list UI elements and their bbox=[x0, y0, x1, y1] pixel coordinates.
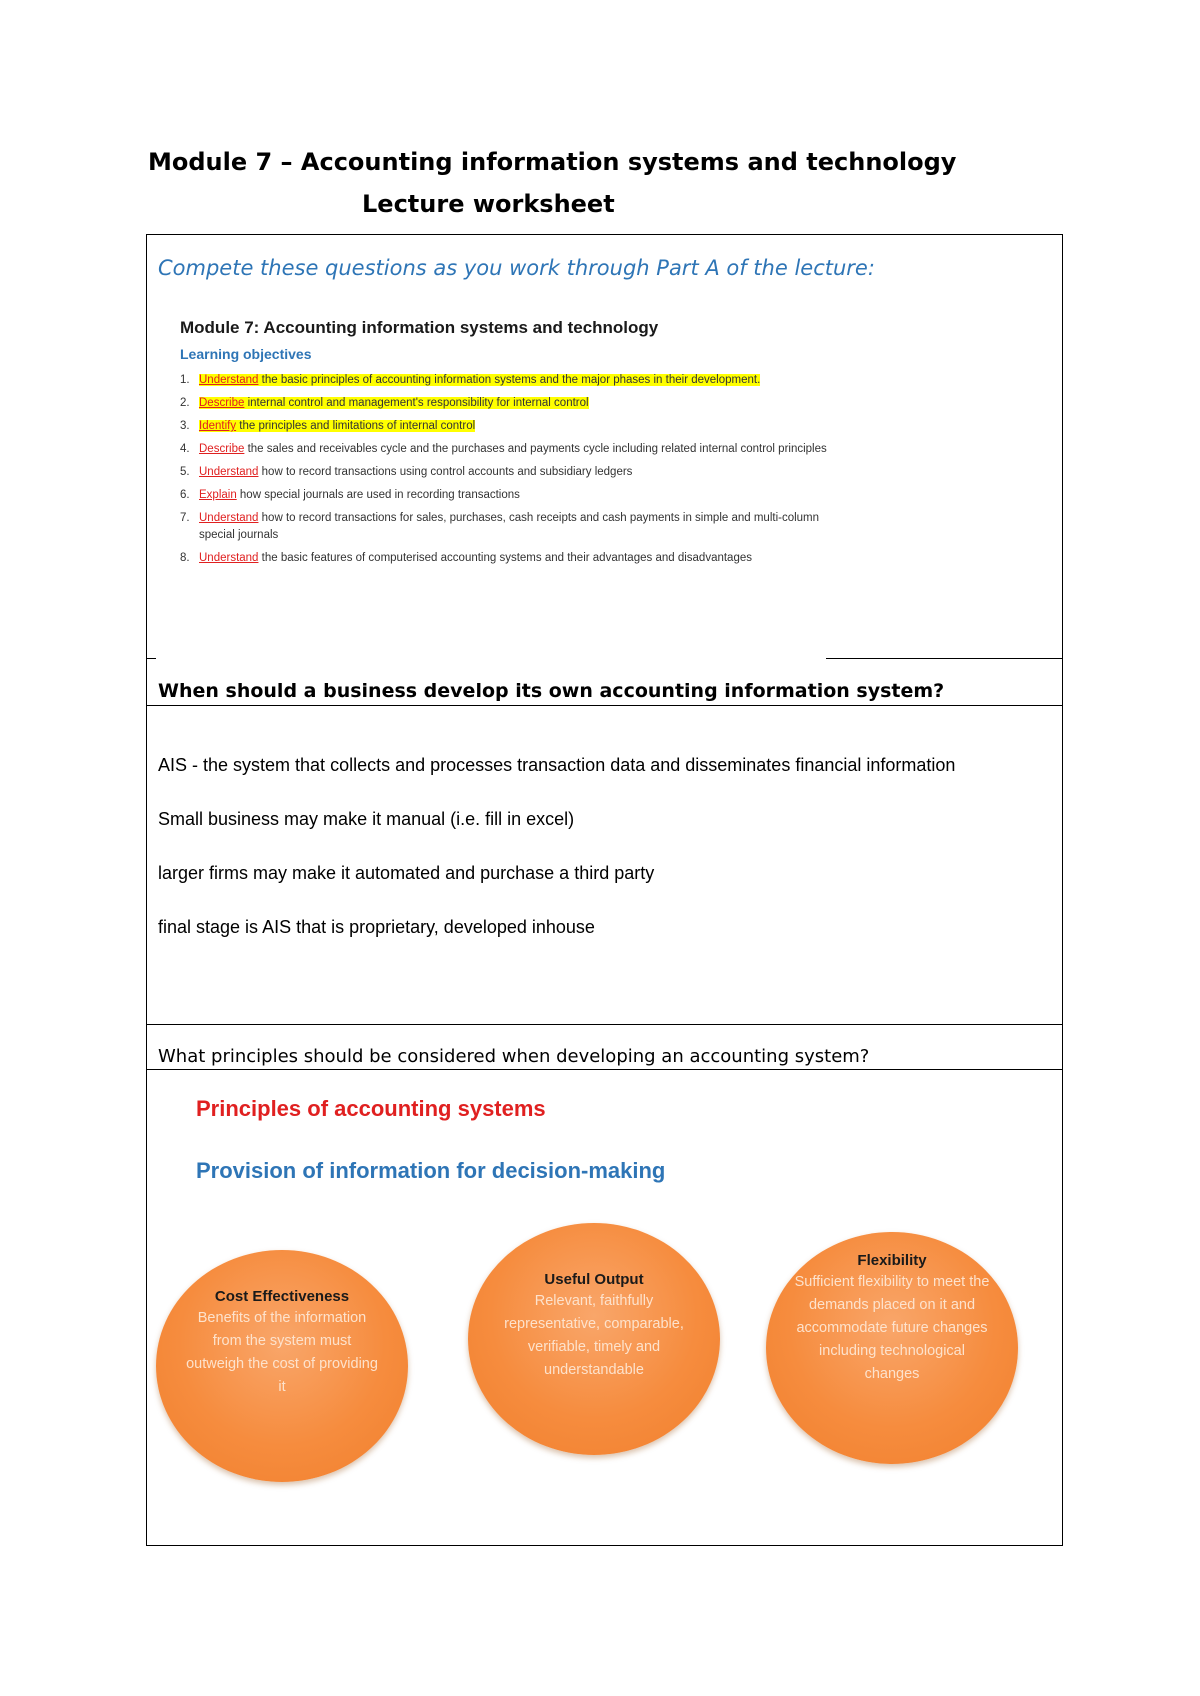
row-divider-2 bbox=[146, 705, 1063, 706]
objective-item: 2. Describe internal control and management's responsibility for internal control bbox=[180, 397, 589, 409]
answer-paragraph: final stage is AIS that is proprietary, developed inhouse bbox=[158, 917, 595, 937]
principle-useful-output bbox=[468, 1223, 720, 1455]
principle-cost-effectiveness bbox=[156, 1250, 408, 1482]
row-divider-4 bbox=[146, 1069, 1063, 1070]
table-border-bottom bbox=[146, 1545, 1063, 1546]
table-border-top bbox=[146, 234, 1063, 235]
objective-item: 7. Understand how to record transactions for sales, purchases, cash receipts and cash payments in simple and multi-column special journals bbox=[180, 512, 820, 541]
question-own-ais: When should a business develop its own accounting information system? bbox=[158, 680, 945, 702]
principle-flexibility bbox=[766, 1232, 1018, 1464]
slide-title: Module 7: Accounting information systems and technology bbox=[180, 318, 659, 337]
principle-body: Benefits of the information from the system must outweigh the cost of providing it bbox=[186, 1310, 378, 1395]
answer-paragraph: AIS - the system that collects and processes transaction data and disseminates financial information bbox=[158, 755, 956, 775]
principle-title: Cost Effectiveness bbox=[214, 1288, 350, 1305]
principles-slide-title: Principles of accounting systems bbox=[196, 1096, 546, 1121]
slide-subtitle: Learning objectives bbox=[180, 346, 312, 362]
answer-own-ais bbox=[158, 752, 958, 968]
learning-objectives-slide bbox=[180, 318, 830, 573]
objective-item: 6. Explain how special journals are used in recording transactions bbox=[180, 489, 520, 501]
row-divider-1-left bbox=[146, 658, 156, 659]
objectives-list bbox=[180, 372, 830, 567]
table-border-left bbox=[146, 234, 147, 1546]
principle-body: Sufficient flexibility to meet the demands placed on it and accommodate future changes including technological changes bbox=[794, 1274, 990, 1382]
row-divider-3 bbox=[146, 1024, 1063, 1025]
question-principles: What principles should be considered when developing an accounting system? bbox=[158, 1046, 870, 1067]
principle-title: Useful Output bbox=[544, 1271, 644, 1288]
objective-item: 8. Understand the basic features of computerised accounting systems and their advantages and disadvantages bbox=[180, 552, 752, 564]
document-title: Module 7 – Accounting information systems and technology bbox=[148, 148, 957, 176]
principles-slide-subtitle: Provision of information for decision-making bbox=[196, 1158, 666, 1183]
answer-paragraph: Small business may make it manual (i.e. fill in excel) bbox=[158, 809, 575, 829]
answer-paragraph: larger firms may make it automated and purchase a third party bbox=[158, 863, 655, 883]
table-border-right bbox=[1062, 234, 1063, 1546]
objective-item: 3. Identify the principles and limitations of internal control bbox=[180, 420, 476, 432]
objective-item: 1. Understand the basic principles of accounting information systems and the major phases in their development. bbox=[180, 374, 761, 386]
document-subtitle: Lecture worksheet bbox=[362, 190, 615, 218]
principle-title: Flexibility bbox=[857, 1252, 927, 1269]
objective-item: 4. Describe the sales and receivables cycle and the purchases and payments cycle including related internal control principles bbox=[180, 443, 827, 455]
objective-item: 5. Understand how to record transactions using control accounts and subsidiary ledgers bbox=[180, 466, 633, 478]
row-divider-1-right bbox=[826, 658, 1063, 659]
section-prompt: Compete these questions as you work through Part A of the lecture: bbox=[158, 256, 875, 280]
principle-body: Relevant, faithfully representative, comparable, verifiable, timely and understandable bbox=[504, 1293, 684, 1378]
